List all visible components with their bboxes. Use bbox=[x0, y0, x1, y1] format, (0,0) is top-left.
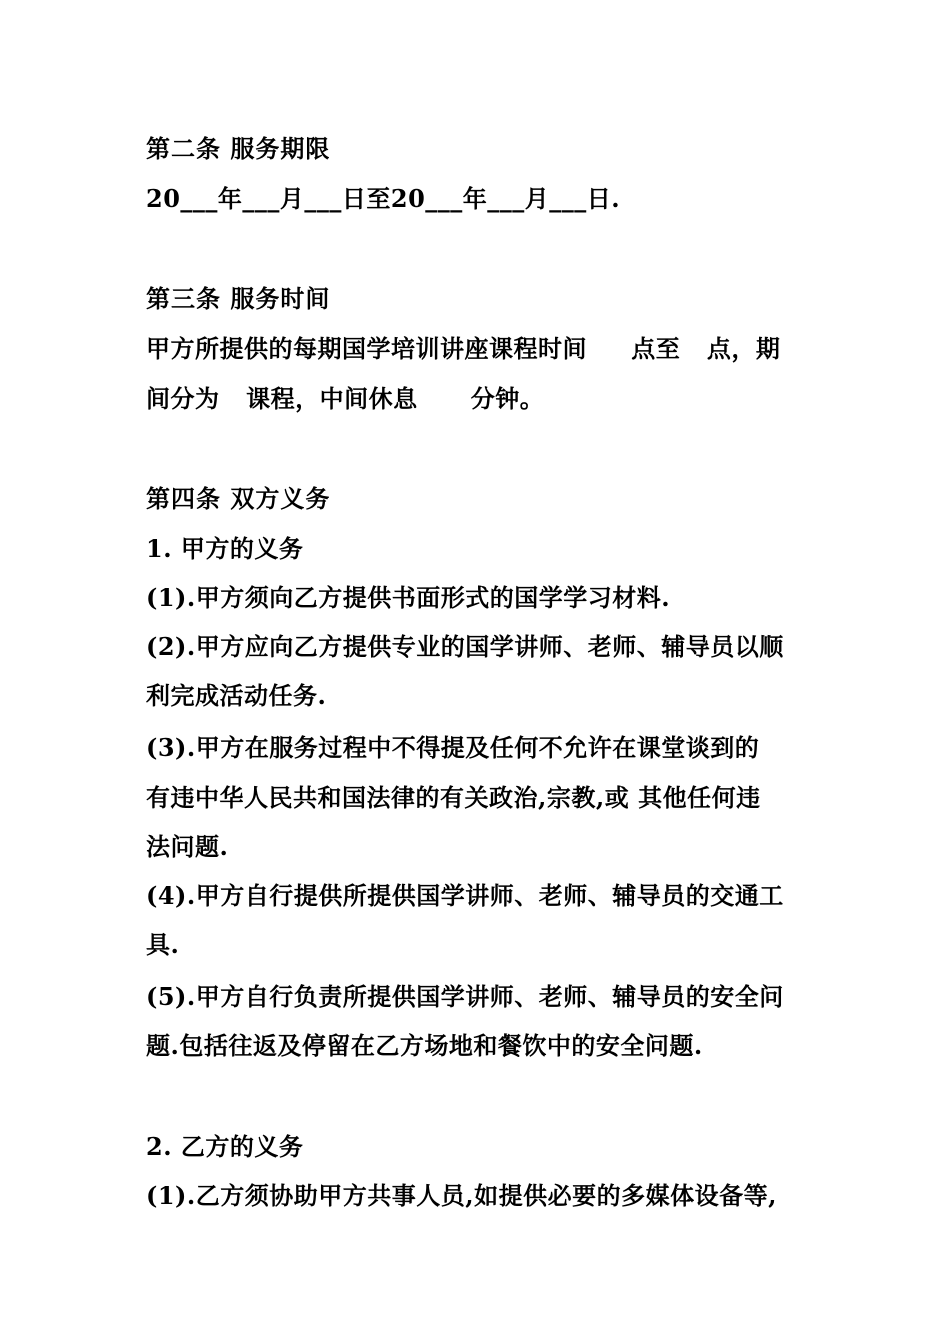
party-a-duty-line: 有违中华人民共和国法律的有关政治,宗教,或 其他任何违 bbox=[146, 783, 761, 812]
party-a-duty-line: (1).甲方须向乙方提供书面形式的国学学习材料. bbox=[146, 583, 671, 612]
party-a-duties-heading: 1. 甲方的义务 bbox=[146, 534, 304, 563]
party-b-duties-heading: 2. 乙方的义务 bbox=[146, 1132, 304, 1161]
party-a-duty-line: (5).甲方自行负责所提供国学讲师、老师、辅导员的安全问 bbox=[146, 982, 784, 1011]
party-a-duty-line: (3).甲方在服务过程中不得提及任何不允许在课堂谈到的 bbox=[146, 733, 760, 762]
party-a-duty-line: (2).甲方应向乙方提供专业的国学讲师、老师、辅导员以顺 bbox=[146, 632, 784, 661]
article-4-title: 第四条 双方义务 bbox=[146, 484, 331, 513]
service-period-line: 20___年___月___日至20___年___月___日. bbox=[146, 184, 621, 213]
party-a-duty-line: 法问题. bbox=[146, 832, 229, 861]
party-a-duty-line: 利完成活动任务. bbox=[146, 681, 327, 710]
party-a-duty-line: (4).甲方自行提供所提供国学讲师、老师、辅导员的交通工 bbox=[146, 881, 784, 910]
article-3-title: 第三条 服务时间 bbox=[146, 284, 331, 313]
party-b-duty-line: (1).乙方须协助甲方共事人员,如提供必要的多媒体设备等, bbox=[146, 1181, 777, 1210]
service-time-line-1: 甲方所提供的每期国学培训讲座课程时间 点至 点，期 bbox=[146, 334, 781, 363]
service-time-line-2: 间分为 课程，中间休息 分钟。 bbox=[146, 384, 545, 413]
party-a-duty-line: 具. bbox=[146, 930, 180, 959]
article-2-title: 第二条 服务期限 bbox=[146, 134, 331, 163]
party-a-duty-line: 题.包括往返及停留在乙方场地和餐饮中的安全问题. bbox=[146, 1031, 703, 1060]
